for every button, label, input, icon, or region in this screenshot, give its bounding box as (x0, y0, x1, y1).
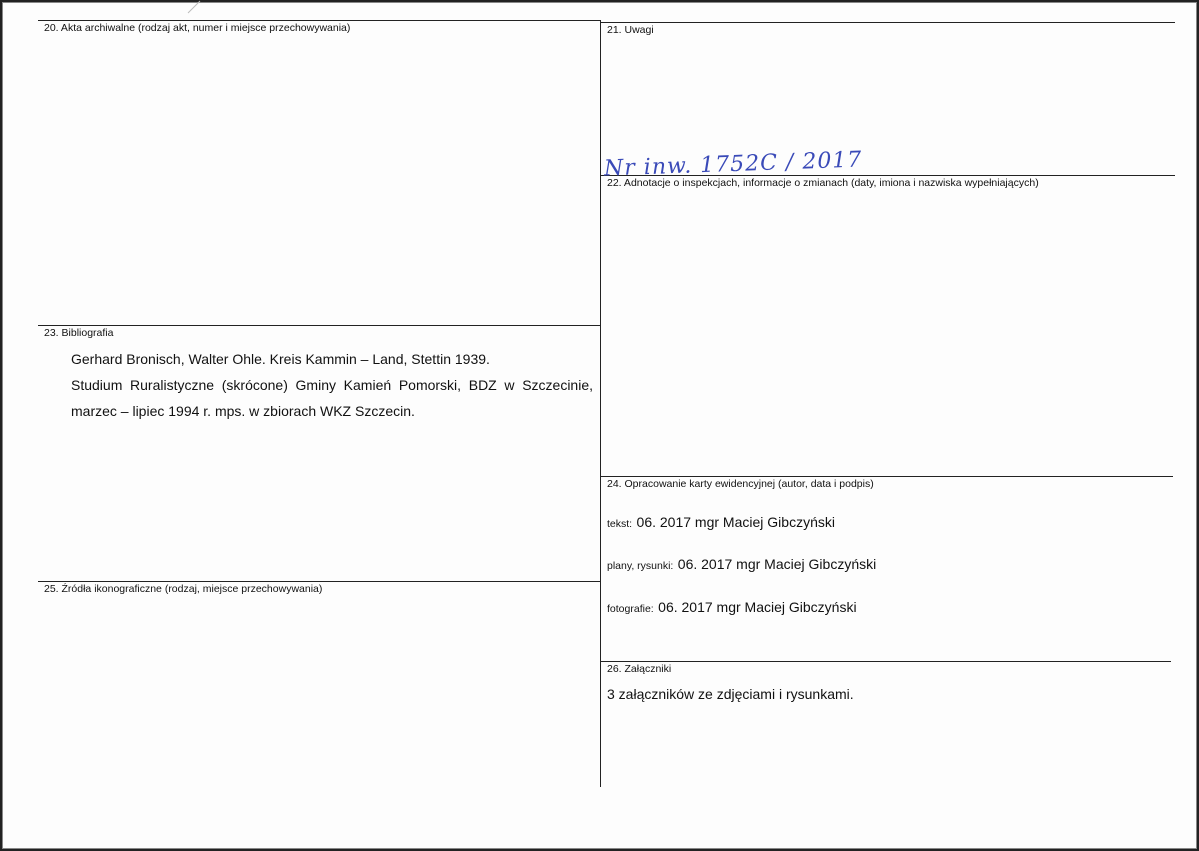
author-row-photos-prefix: fotografie: (607, 603, 654, 615)
section-21-label: 21. Uwagi (607, 24, 654, 36)
rule-center-vertical (600, 20, 601, 787)
rule-s23-top (38, 325, 601, 326)
attachments-text: 3 załączników ze zdjęciami i rysunkami. (607, 686, 854, 702)
author-row-text-prefix: tekst: (607, 518, 633, 530)
section-24-label: 24. Opracowanie karty ewidencyjnej (autor, data i podpis) (607, 478, 874, 490)
rule-top-left (38, 20, 601, 21)
scratch-mark (186, 0, 202, 14)
section-26-label: 26. Załączniki (607, 663, 672, 675)
section-25-label: 25. Źródła ikonograficzne (rodzaj, miejsce przechowywania) (44, 583, 323, 595)
rule-top-right (601, 22, 1175, 23)
section-20-label: 20. Akta archiwalne (rodzaj akt, numer i miejsce przechowywania) (44, 22, 351, 34)
author-row-plans-prefix: plany, rysunki: (607, 560, 674, 572)
author-row-text-value: 06. 2017 mgr Maciej Gibczyński (636, 514, 835, 530)
rule-s24-top (601, 476, 1173, 477)
bibliography-entry-1: Gerhard Bronisch, Walter Ohle. Kreis Kammin – Land, Stettin 1939. (71, 351, 490, 367)
rule-s26-top (601, 661, 1171, 662)
section-22-label: 22. Adnotacje o inspekcjach, informacje o zmianach (daty, imiona i nazwiska wypełniających) (607, 177, 1039, 189)
rule-s25-top (38, 581, 601, 582)
section-23-label: 23. Bibliografia (44, 327, 114, 339)
author-row-text (607, 514, 835, 532)
author-row-photos (607, 599, 857, 617)
handwritten-inventory-note: Nr inw. 1752C / 2017 (603, 147, 863, 182)
author-row-plans-value: 06. 2017 mgr Maciej Gibczyński (677, 556, 877, 572)
author-row-photos-value: 06. 2017 mgr Maciej Gibczyński (658, 599, 857, 615)
bibliography-entry-2: Studium Ruralistyczne (skrócone) Gminy Kamień Pomorski, BDZ w Szczecinie, marzec – lipiec 1994 r. mps. w zbiorach WKZ Szczecin. (71, 377, 593, 419)
author-row-plans (607, 556, 876, 574)
